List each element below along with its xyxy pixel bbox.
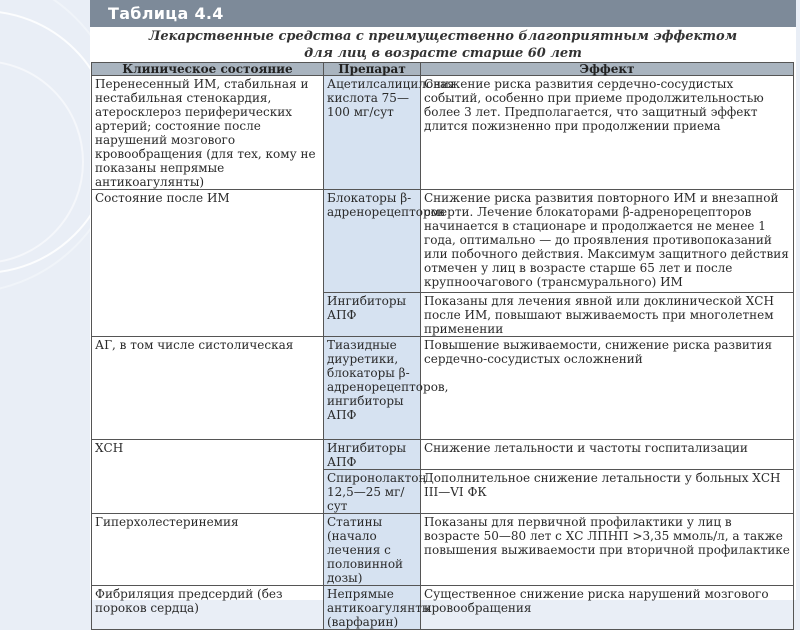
drug-cell: Непрямые антикоагулянты (варфарин)	[324, 586, 421, 630]
condition-cell: Гиперхолестеринемия	[92, 514, 324, 586]
drug-effects-table	[91, 62, 794, 630]
effect-cell: Показаны для первичной профилактики у лиц в возрасте 50—80 лет с ХС ЛПНП >3,35 ммоль/л, а также повышения выживаемости при вторичной профилактике	[421, 514, 794, 586]
effect-cell: Существенное снижение риска нарушений мозгового кровообращения	[421, 586, 794, 630]
table-row	[92, 190, 794, 293]
effect-cell: Повышение выживаемости, снижение риска развития сердечно-сосудистых осложнений	[421, 337, 794, 440]
table-row	[92, 440, 794, 470]
condition-cell: АГ, в том числе систолическая	[92, 337, 324, 440]
table-header-row	[92, 63, 794, 76]
header-condition: Клиническое состояние	[92, 63, 324, 76]
decorative-ring	[0, 60, 84, 264]
drug-cell: Спиронолактон 12,5—25 мг/сут	[324, 470, 421, 514]
effect-cell: Снижение риска развития повторного ИМ и внезапной смерти. Лечение блокаторами β-адренорецепторов начинается в стационаре и продолжается не менее 1 года, оптимально — до проявления противопоказаний или побочного действия. Максимум защитного действия отмечен у лиц в возрасте старше 65 лет и после крупноочагового (трансмурального) ИМ	[421, 190, 794, 293]
effect-cell: Снижение риска развития сердечно-сосудистых событий, особенно при приеме продолжительностью более 3 лет. Предполагается, что защитный эффект длится пожизненно при продолжении приема	[421, 76, 794, 190]
table-row	[92, 337, 794, 440]
table-row	[92, 514, 794, 586]
drug-cell: Ингибиторы АПФ	[324, 440, 421, 470]
table-row	[92, 76, 794, 190]
drug-cell: Ингибиторы АПФ	[324, 293, 421, 337]
table-label: Таблица 4.4	[90, 0, 796, 27]
document-page	[90, 0, 796, 629]
table-title-line-2: для лиц в возрасте старше 60 лет	[304, 46, 582, 61]
condition-cell: ХСН	[92, 440, 324, 514]
header-effect: Эффект	[421, 63, 794, 76]
drug-cell: Ацетилсалициловая кислота 75—100 мг/сут	[324, 76, 421, 190]
table-title	[90, 27, 796, 62]
table-row	[92, 586, 794, 630]
effect-cell: Дополнительное снижение летальности у больных ХСН III—VI ФК	[421, 470, 794, 514]
effect-cell: Снижение летальности и частоты госпитализации	[421, 440, 794, 470]
header-drug: Препарат	[324, 63, 421, 76]
drug-cell: Тиазидные диуретики, блокаторы β-адренорецепторов, ингибиторы АПФ	[324, 337, 421, 440]
drug-cell: Статины (начало лечения с половинной дозы)	[324, 514, 421, 586]
table-title-line-1: Лекарственные средства с преимущественно благоприятным эффектом	[148, 29, 738, 44]
condition-cell: Фибриляция предсердий (без пороков сердца)	[92, 586, 324, 630]
drug-cell: Блокаторы β-адренорецепторов	[324, 190, 421, 293]
condition-cell: Состояние после ИМ	[92, 190, 324, 337]
condition-cell: Перенесенный ИМ, стабильная и нестабильная стенокардия, атеросклероз периферических артерий; состояние после нарушений мозгового кровообращения (для тех, кому не показаны непрямые антикоагулянты)	[92, 76, 324, 190]
effect-cell: Показаны для лечения явной или доклинической ХСН после ИМ, повышают выживаемость при многолетнем применении	[421, 293, 794, 337]
